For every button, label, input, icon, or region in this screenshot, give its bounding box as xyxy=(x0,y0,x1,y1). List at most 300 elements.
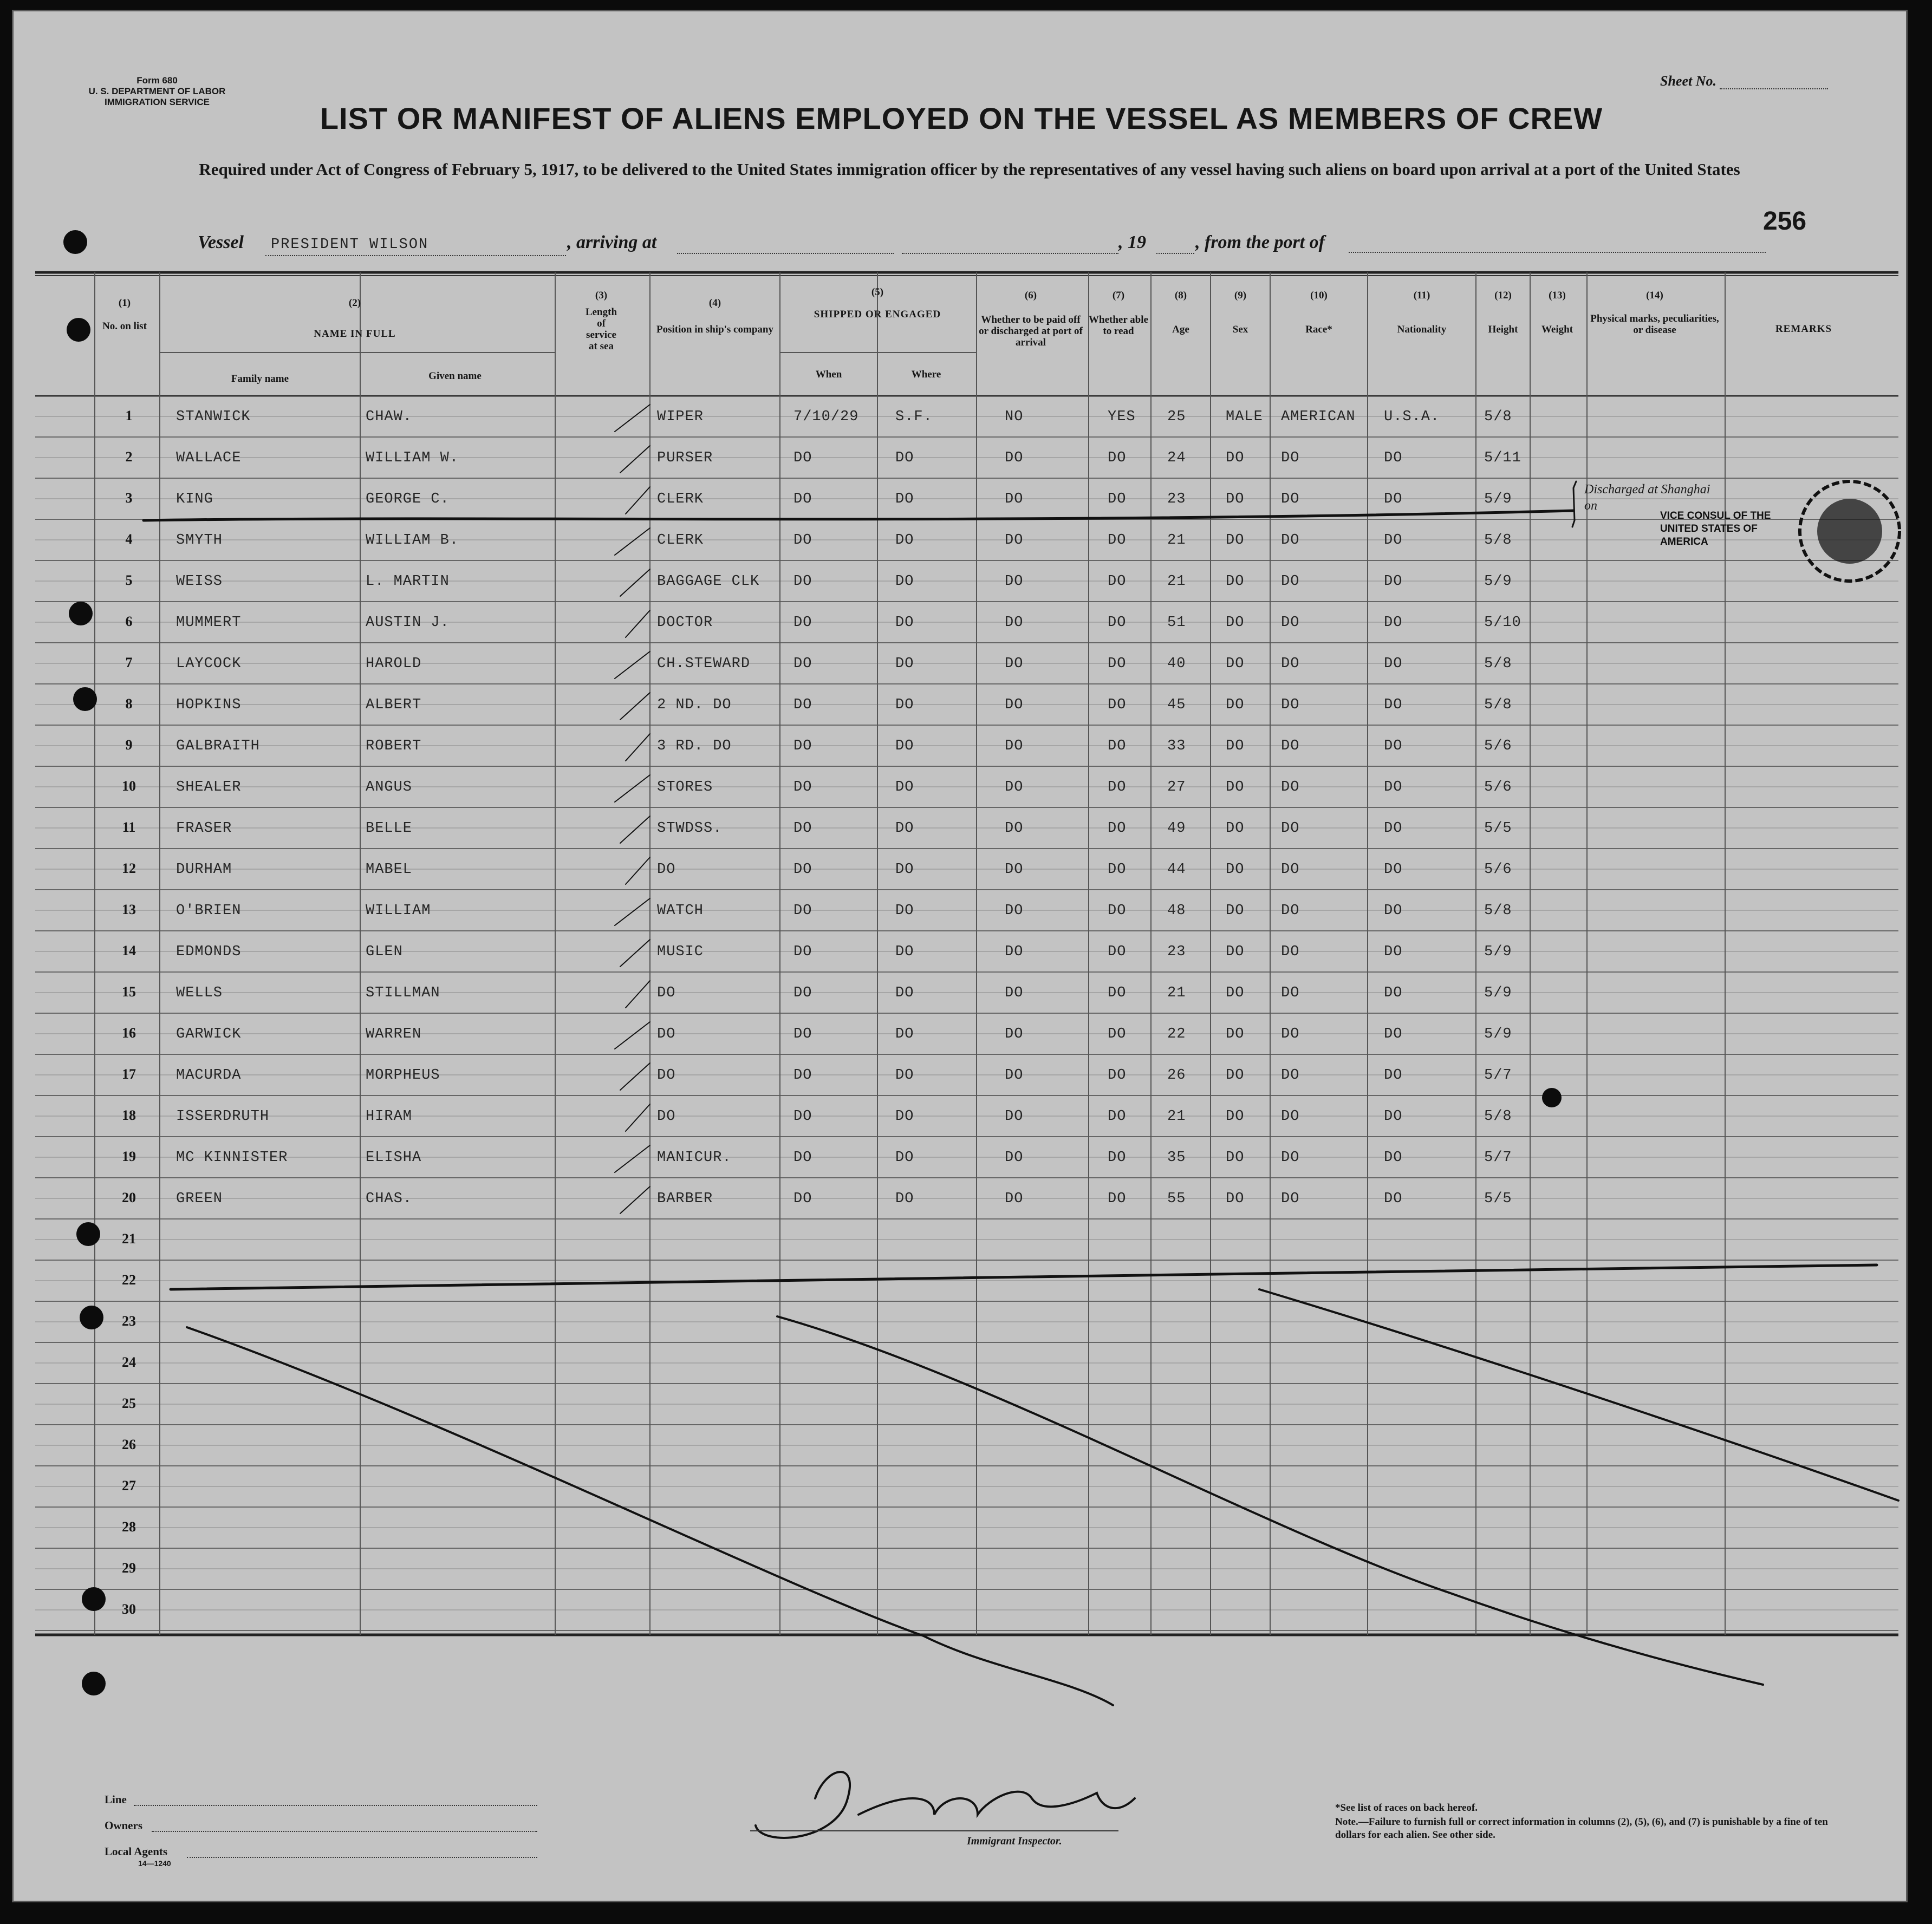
cell-race: DO xyxy=(1281,532,1300,549)
vessel-label: Vessel xyxy=(198,232,244,252)
cell-position: BARBER xyxy=(657,1191,713,1207)
vessel-name: PRESIDENT WILSON xyxy=(271,237,429,253)
cell-given: GLEN xyxy=(366,944,403,960)
cell-family: LAYCOCK xyxy=(176,656,242,672)
col-number: (8) xyxy=(1174,290,1187,301)
cell-position: STORES xyxy=(657,779,713,795)
cell-nationality: DO xyxy=(1384,697,1403,713)
check-tick xyxy=(626,487,650,514)
cell-where: DO xyxy=(895,1191,914,1207)
cell-race: DO xyxy=(1281,1067,1300,1084)
ink-blot xyxy=(1542,1088,1562,1107)
cell-given: ALBERT xyxy=(366,697,422,713)
col-number: (12) xyxy=(1494,290,1512,301)
cell-given: CHAS. xyxy=(366,1191,413,1207)
cell-height: 5/9 xyxy=(1484,573,1512,590)
punch-hole xyxy=(80,1306,103,1329)
check-tick xyxy=(620,1186,650,1214)
cell-position: WIPER xyxy=(657,409,704,425)
row-number: 2 xyxy=(125,449,133,465)
cell-given: WARREN xyxy=(366,1026,422,1042)
cell-position: CH.STEWARD xyxy=(657,656,751,672)
col-label: Nationality xyxy=(1397,324,1447,335)
remarks-discharge-note: Discharged at Shanghai on xyxy=(1584,482,1710,513)
cell-family: GALBRAITH xyxy=(176,738,260,754)
cell-paid: DO xyxy=(1005,1191,1024,1207)
cell-race: DO xyxy=(1281,820,1300,837)
col-5b-header: Where xyxy=(911,369,941,380)
cell-height: 5/6 xyxy=(1484,779,1512,795)
cell-given: BELLE xyxy=(366,820,413,837)
check-tick xyxy=(626,981,650,1008)
cell-where: DO xyxy=(895,1067,914,1084)
cell-height: 5/9 xyxy=(1484,491,1512,507)
from-line xyxy=(1349,252,1766,253)
row-number: 15 xyxy=(122,984,136,1000)
col-number: (11) xyxy=(1413,290,1430,301)
col-label: Sex xyxy=(1232,324,1248,335)
cell-race: DO xyxy=(1281,1191,1300,1207)
col-label: Length of service at sea xyxy=(585,306,617,352)
cell-height: 5/7 xyxy=(1484,1067,1512,1084)
consul-seal-center xyxy=(1817,499,1882,564)
cell-read: DO xyxy=(1108,1108,1127,1125)
manifest-sheet xyxy=(12,10,1908,1902)
check-tick xyxy=(615,898,650,925)
col-remarks-header: REMARKS xyxy=(1775,323,1832,335)
cell-where: DO xyxy=(895,1026,914,1042)
cell-where: DO xyxy=(895,450,914,466)
col-10-header xyxy=(1270,290,1368,335)
cell-where: DO xyxy=(895,615,914,631)
col-label: Race* xyxy=(1305,324,1332,335)
cell-paid: DO xyxy=(1005,532,1024,549)
cell-age: 22 xyxy=(1167,1026,1186,1042)
row-number: 19 xyxy=(122,1149,136,1164)
row-number: 8 xyxy=(125,696,133,712)
cell-position: DO xyxy=(657,1067,676,1084)
cell-nationality: DO xyxy=(1384,1191,1403,1207)
cell-where: S.F. xyxy=(895,409,933,425)
cell-position: WATCH xyxy=(657,903,704,919)
cell-read: DO xyxy=(1108,656,1127,672)
col-label: No. on list xyxy=(102,321,147,332)
cell-read: YES xyxy=(1108,409,1136,425)
cell-age: 26 xyxy=(1167,1067,1186,1084)
cell-where: DO xyxy=(895,573,914,590)
col-label: SHIPPED OR ENGAGED xyxy=(814,309,941,320)
punch-hole xyxy=(73,687,97,711)
row-number: 7 xyxy=(125,655,133,670)
col-label: Position in ship's company xyxy=(656,324,773,335)
col-number: (5) xyxy=(871,286,884,298)
cell-race: DO xyxy=(1281,944,1300,960)
cell-paid: DO xyxy=(1005,779,1024,795)
col-11-header xyxy=(1368,290,1476,335)
cell-read: DO xyxy=(1108,573,1127,590)
row-number: 12 xyxy=(122,860,136,876)
year-label: , 19 xyxy=(1118,232,1146,252)
cell-where: DO xyxy=(895,697,914,713)
cell-given: CHAW. xyxy=(366,409,413,425)
cell-position: CLERK xyxy=(657,532,704,549)
col-number: (7) xyxy=(1112,290,1125,301)
check-tick xyxy=(615,1145,650,1172)
cell-paid: DO xyxy=(1005,450,1024,466)
cell-family: SHEALER xyxy=(176,779,242,795)
row-number: 29 xyxy=(122,1560,136,1576)
cell-when: DO xyxy=(793,1108,812,1125)
cell-family: DURHAM xyxy=(176,862,232,878)
cell-nationality: DO xyxy=(1384,532,1403,549)
cell-where: DO xyxy=(895,532,914,549)
sheet-no-line xyxy=(1720,88,1828,89)
cell-given: GEORGE C. xyxy=(366,491,450,507)
cell-when: DO xyxy=(793,532,812,549)
inspector-signature xyxy=(756,1772,1135,1838)
cell-when: DO xyxy=(793,903,812,919)
cell-family: WALLACE xyxy=(176,450,242,466)
cell-age: 23 xyxy=(1167,491,1186,507)
cell-position: CLERK xyxy=(657,491,704,507)
col-number: (6) xyxy=(1024,290,1037,301)
footer-form-code: 14—1240 xyxy=(138,1859,171,1868)
cell-sex: DO xyxy=(1226,779,1245,795)
cell-nationality: DO xyxy=(1384,862,1403,878)
row-number: 16 xyxy=(122,1025,136,1041)
check-tick xyxy=(626,734,650,761)
cell-paid: DO xyxy=(1005,738,1024,754)
cell-height: 5/8 xyxy=(1484,697,1512,713)
row-number: 14 xyxy=(122,943,136,958)
cell-sex: DO xyxy=(1226,820,1245,837)
fine-note: Note.—Failure to furnish full or correct information in columns (2), (5), (6), and (7) is punishable by a fine of ten dollars for each alien. See other side. xyxy=(1335,1816,1828,1841)
cell-position: MUSIC xyxy=(657,944,704,960)
cell-position: 3 RD. DO xyxy=(657,738,732,754)
cell-age: 21 xyxy=(1167,532,1186,549)
cell-when: DO xyxy=(793,1026,812,1042)
cell-family: HOPKINS xyxy=(176,697,242,713)
row-number: 27 xyxy=(122,1478,136,1493)
page-subtitle: Required under Act of Congress of February 5, 1917, to be delivered to the United States immigration officer by the representatives of any vessel having such aliens on board upon arrival at a port of the United States xyxy=(199,160,1740,179)
cell-given: L. MARTIN xyxy=(366,573,450,590)
col-label: Physical marks, peculiarities, or disease xyxy=(1590,313,1719,336)
cell-paid: DO xyxy=(1005,1108,1024,1125)
col-number: (4) xyxy=(708,297,721,309)
cell-race: DO xyxy=(1281,862,1300,878)
cell-age: 21 xyxy=(1167,1108,1186,1125)
cell-nationality: DO xyxy=(1384,1108,1403,1125)
cell-age: 25 xyxy=(1167,409,1186,425)
col-label: Whether able to read xyxy=(1089,314,1148,337)
col-2a-header: Family name xyxy=(231,373,289,384)
punch-hole xyxy=(69,602,93,625)
cell-position: BAGGAGE CLK xyxy=(657,573,760,590)
cell-nationality: DO xyxy=(1384,615,1403,631)
col-number: (10) xyxy=(1310,290,1328,301)
cell-nationality: DO xyxy=(1384,656,1403,672)
check-tick xyxy=(620,569,650,596)
cell-age: 40 xyxy=(1167,656,1186,672)
cell-family: GREEN xyxy=(176,1191,223,1207)
cell-sex: DO xyxy=(1226,532,1245,549)
col-number: (1) xyxy=(118,297,131,309)
col-5a-header: When xyxy=(815,369,842,380)
footer-agents-line xyxy=(187,1857,537,1858)
cell-race: DO xyxy=(1281,615,1300,631)
cell-when: DO xyxy=(793,1067,812,1084)
col-number: (9) xyxy=(1234,290,1247,301)
cell-sex: DO xyxy=(1226,450,1245,466)
cell-height: 5/6 xyxy=(1484,862,1512,878)
sheet-no-label: Sheet No. xyxy=(1660,73,1716,89)
punch-hole xyxy=(82,1672,106,1695)
footer-line-label: Line xyxy=(105,1793,127,1806)
cell-race: DO xyxy=(1281,697,1300,713)
cell-given: HAROLD xyxy=(366,656,422,672)
cell-read: DO xyxy=(1108,491,1127,507)
cell-when: DO xyxy=(793,450,812,466)
cell-position: DO xyxy=(657,1108,676,1125)
row-number: 11 xyxy=(122,819,136,835)
col-2b-header: Given name xyxy=(428,370,482,382)
cell-given: ROBERT xyxy=(366,738,422,754)
cell-read: DO xyxy=(1108,1191,1127,1207)
cell-position: DO xyxy=(657,985,676,1001)
cell-where: DO xyxy=(895,862,914,878)
cell-family: GARWICK xyxy=(176,1026,242,1042)
cell-read: DO xyxy=(1108,1067,1127,1084)
cell-family: MC KINNISTER xyxy=(176,1150,288,1166)
cell-read: DO xyxy=(1108,779,1127,795)
cell-nationality: DO xyxy=(1384,1067,1403,1084)
cell-given: MABEL xyxy=(366,862,413,878)
col-9-header xyxy=(1211,290,1270,335)
race-note: *See list of races on back hereof. xyxy=(1335,1802,1478,1814)
check-tick xyxy=(620,1063,650,1090)
cell-nationality: DO xyxy=(1384,491,1403,507)
cell-read: DO xyxy=(1108,862,1127,878)
cell-given: ELISHA xyxy=(366,1150,422,1166)
cell-nationality: DO xyxy=(1384,573,1403,590)
footer-owners-label: Owners xyxy=(105,1819,142,1832)
cell-nationality: DO xyxy=(1384,779,1403,795)
cell-height: 5/9 xyxy=(1484,944,1512,960)
punch-hole xyxy=(63,230,87,254)
cell-given: WILLIAM W. xyxy=(366,450,459,466)
cell-age: 48 xyxy=(1167,903,1186,919)
cell-age: 27 xyxy=(1167,779,1186,795)
cell-paid: DO xyxy=(1005,820,1024,837)
col-4-header xyxy=(650,297,780,335)
cell-race: DO xyxy=(1281,985,1300,1001)
cell-sex: DO xyxy=(1226,1108,1245,1125)
cell-where: DO xyxy=(895,985,914,1001)
cell-family: WEISS xyxy=(176,573,223,590)
col-12-header xyxy=(1476,290,1530,335)
cell-paid: DO xyxy=(1005,862,1024,878)
cell-paid: DO xyxy=(1005,944,1024,960)
cell-family: WELLS xyxy=(176,985,223,1001)
cell-given: MORPHEUS xyxy=(366,1067,440,1084)
cell-position: MANICUR. xyxy=(657,1150,732,1166)
cell-paid: DO xyxy=(1005,1026,1024,1042)
cell-sex: DO xyxy=(1226,1150,1245,1166)
page-title: LIST OR MANIFEST OF ALIENS EMPLOYED ON THE VESSEL AS MEMBERS OF CREW xyxy=(320,101,1603,135)
cell-sex: DO xyxy=(1226,656,1245,672)
cell-family: STANWICK xyxy=(176,409,251,425)
col-label: Age xyxy=(1172,324,1189,335)
cell-age: 24 xyxy=(1167,450,1186,466)
cell-read: DO xyxy=(1108,944,1127,960)
cell-age: 21 xyxy=(1167,985,1186,1001)
cell-nationality: DO xyxy=(1384,1150,1403,1166)
cell-position: 2 ND. DO xyxy=(657,697,732,713)
cell-race: DO xyxy=(1281,779,1300,795)
cell-read: DO xyxy=(1108,985,1127,1001)
cell-age: 35 xyxy=(1167,1150,1186,1166)
cell-where: DO xyxy=(895,779,914,795)
cell-age: 33 xyxy=(1167,738,1186,754)
cell-paid: DO xyxy=(1005,491,1024,507)
cell-when: DO xyxy=(793,862,812,878)
cell-sex: DO xyxy=(1226,615,1245,631)
footer-agents-label: Local Agents xyxy=(105,1845,168,1858)
col-2-header xyxy=(160,297,550,340)
row-number: 17 xyxy=(122,1066,136,1082)
cell-family: MUMMERT xyxy=(176,615,242,631)
row-number: 30 xyxy=(122,1601,136,1617)
cell-height: 5/8 xyxy=(1484,409,1512,425)
cell-given: ANGUS xyxy=(366,779,413,795)
check-tick xyxy=(620,940,650,967)
cell-paid: DO xyxy=(1005,985,1024,1001)
cell-sex: DO xyxy=(1226,738,1245,754)
col-5-header xyxy=(780,286,975,320)
cell-where: DO xyxy=(895,903,914,919)
cell-paid: DO xyxy=(1005,1150,1024,1166)
cell-age: 51 xyxy=(1167,615,1186,631)
cell-sex: DO xyxy=(1226,1191,1245,1207)
row-number: 13 xyxy=(122,902,136,917)
row-number: 3 xyxy=(125,490,133,506)
cell-paid: DO xyxy=(1005,573,1024,590)
cell-age: 55 xyxy=(1167,1191,1186,1207)
cell-height: 5/8 xyxy=(1484,532,1512,549)
cell-position: PURSER xyxy=(657,450,713,466)
cell-where: DO xyxy=(895,820,914,837)
cell-sex: DO xyxy=(1226,573,1245,590)
cell-height: 5/6 xyxy=(1484,738,1512,754)
arriving-line-2 xyxy=(902,253,1118,254)
cell-height: 5/11 xyxy=(1484,450,1521,466)
check-tick xyxy=(620,446,650,473)
check-tick xyxy=(626,610,650,637)
cell-sex: DO xyxy=(1226,491,1245,507)
cell-sex: MALE xyxy=(1226,409,1263,425)
check-tick xyxy=(615,651,650,679)
form-number: Form 680 xyxy=(136,75,178,86)
footer-line-line xyxy=(134,1805,537,1806)
cell-race: DO xyxy=(1281,656,1300,672)
cell-when: DO xyxy=(793,1191,812,1207)
cell-sex: DO xyxy=(1226,697,1245,713)
cell-age: 21 xyxy=(1167,573,1186,590)
cell-when: DO xyxy=(793,656,812,672)
from-label: , from the port of xyxy=(1195,232,1325,252)
cell-race: DO xyxy=(1281,573,1300,590)
punch-hole xyxy=(82,1587,106,1611)
cell-height: 5/5 xyxy=(1484,820,1512,837)
row-number: 24 xyxy=(122,1354,136,1370)
cell-age: 44 xyxy=(1167,862,1186,878)
cell-where: DO xyxy=(895,1108,914,1125)
cell-when: DO xyxy=(793,573,812,590)
row-number: 25 xyxy=(122,1395,136,1411)
cell-read: DO xyxy=(1108,1150,1127,1166)
cell-read: DO xyxy=(1108,532,1127,549)
cell-given: HIRAM xyxy=(366,1108,413,1125)
col-number: (3) xyxy=(595,290,608,301)
cell-read: DO xyxy=(1108,697,1127,713)
cell-height: 5/9 xyxy=(1484,1026,1512,1042)
cell-given: WILLIAM B. xyxy=(366,532,459,549)
cell-race: AMERICAN xyxy=(1281,409,1356,425)
cell-position: DOCTOR xyxy=(657,615,713,631)
cell-sex: DO xyxy=(1226,1067,1245,1084)
service: IMMIGRATION SERVICE xyxy=(105,97,210,107)
cell-race: DO xyxy=(1281,1026,1300,1042)
check-tick xyxy=(615,405,650,432)
cell-where: DO xyxy=(895,738,914,754)
cell-paid: DO xyxy=(1005,615,1024,631)
row-number: 23 xyxy=(122,1313,136,1329)
cell-nationality: DO xyxy=(1384,738,1403,754)
cell-nationality: DO xyxy=(1384,903,1403,919)
cell-where: DO xyxy=(895,491,914,507)
cell-given: AUSTIN J. xyxy=(366,615,450,631)
check-tick xyxy=(620,693,650,720)
inspector-label: Immigrant Inspector. xyxy=(967,1835,1062,1847)
cell-read: DO xyxy=(1108,738,1127,754)
cell-when: DO xyxy=(793,738,812,754)
check-tick xyxy=(615,775,650,802)
cell-family: FRASER xyxy=(176,820,232,837)
cell-sex: DO xyxy=(1226,862,1245,878)
cell-paid: DO xyxy=(1005,656,1024,672)
cell-race: DO xyxy=(1281,903,1300,919)
cell-paid: NO xyxy=(1005,409,1024,425)
cell-read: DO xyxy=(1108,903,1127,919)
row-number: 6 xyxy=(125,614,133,629)
col-number: (14) xyxy=(1646,290,1663,301)
cell-read: DO xyxy=(1108,450,1127,466)
col-6-header xyxy=(977,290,1085,348)
cell-nationality: U.S.A. xyxy=(1384,409,1440,425)
row-number: 21 xyxy=(122,1231,136,1247)
col-3-header xyxy=(555,290,647,352)
cell-height: 5/8 xyxy=(1484,656,1512,672)
cell-family: EDMONDS xyxy=(176,944,242,960)
punch-hole xyxy=(76,1222,100,1246)
cell-given: STILLMAN xyxy=(366,985,440,1001)
cell-given: WILLIAM xyxy=(366,903,431,919)
cancel-stroke-right xyxy=(1259,1289,1898,1501)
col-7-header xyxy=(1089,290,1148,337)
cell-height: 5/7 xyxy=(1484,1150,1512,1166)
cell-sex: DO xyxy=(1226,944,1245,960)
cell-when: DO xyxy=(793,944,812,960)
